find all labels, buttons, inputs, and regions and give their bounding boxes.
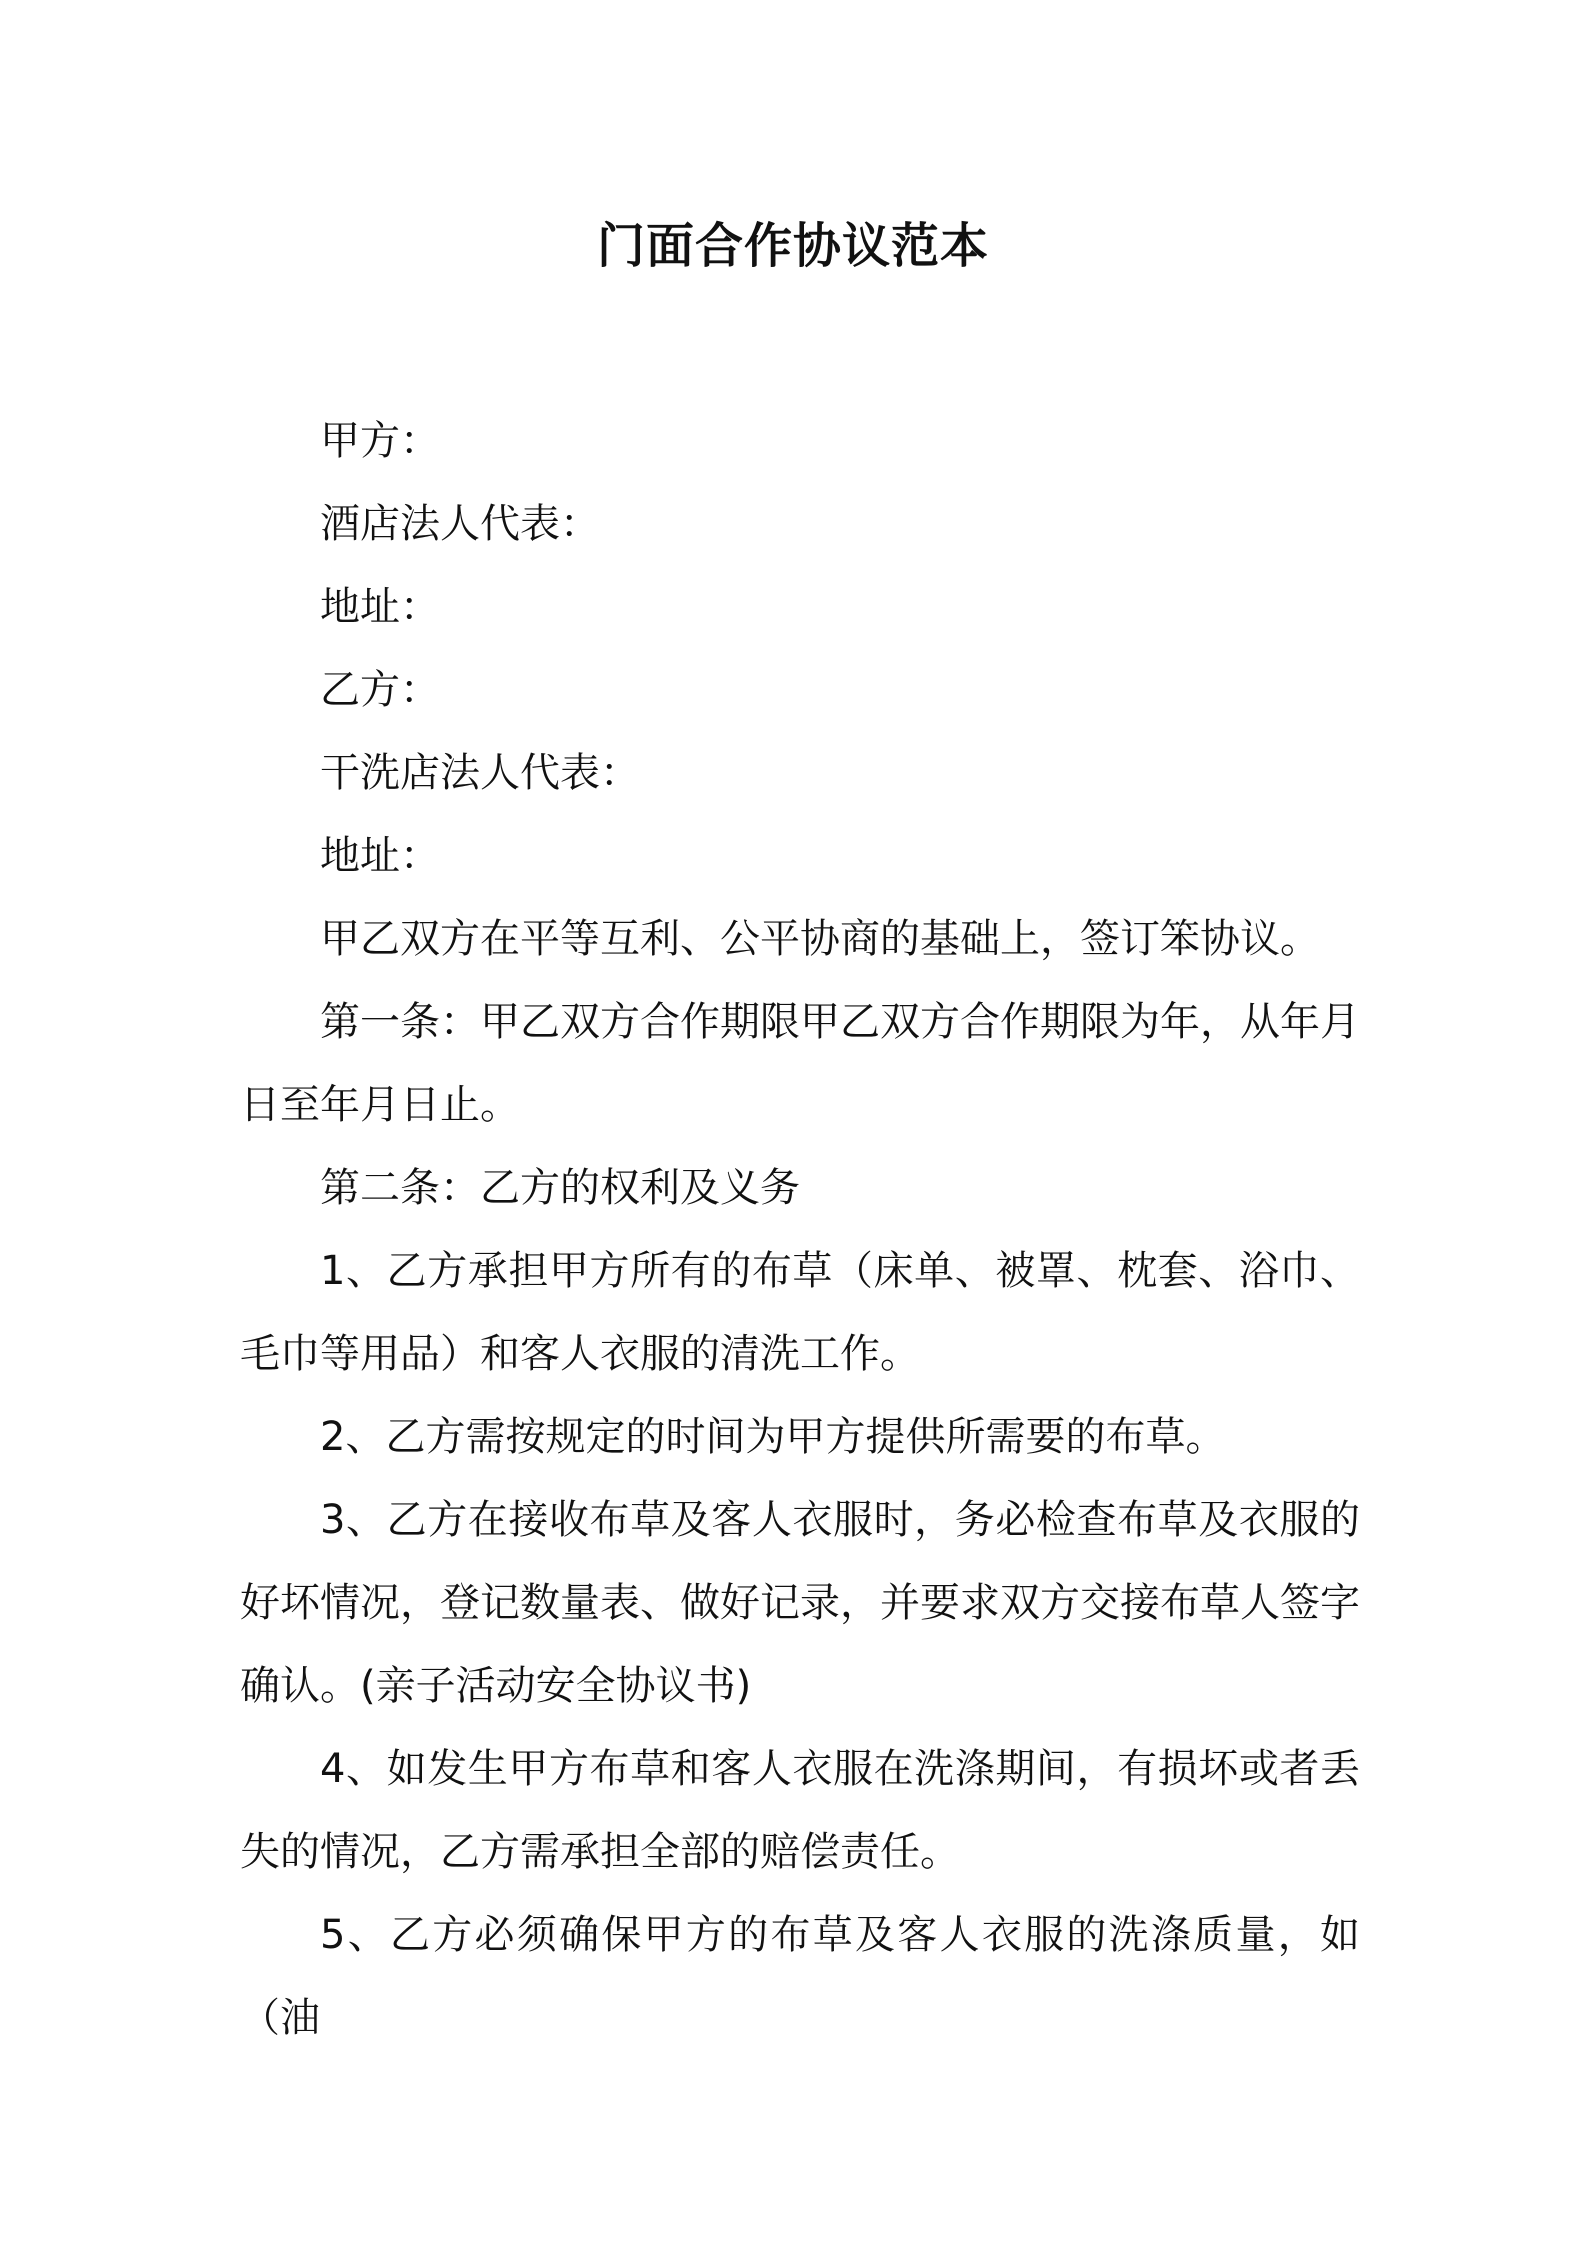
document-title: 门面合作协议范本: [596, 218, 989, 274]
clause-4-paragraph: 4、如发生甲方布草和客人衣服在洗涤期间，有损坏或者丢失的情况，乙方需承担全部的赔偿责任。: [240, 1746, 1360, 1875]
party-a-address-line: 地址：: [320, 584, 440, 630]
hotel-representative-line: 酒店法人代表：: [320, 501, 600, 547]
clause-2-paragraph: 2、乙方需按规定的时间为甲方提供所需要的布草。: [320, 1414, 1226, 1460]
party-b-address-line: 地址：: [320, 833, 440, 879]
article-one-paragraph: 第一条：甲乙双方合作期限甲乙双方合作期限为年，从年月日至年月日止。: [240, 999, 1360, 1128]
clause-5-paragraph: 5、乙方必须确保甲方的布草及客人衣服的洗涤质量，如（油: [240, 1912, 1360, 2041]
party-b-line: 乙方：: [320, 667, 440, 713]
party-a-line: 甲方：: [320, 418, 440, 464]
clause-3-paragraph: 3、乙方在接收布草及客人衣服时，务必检查布草及衣服的好坏情况，登记数量表、做好记录，并要求双方交接布草人签字确认。(亲子活动安全协议书): [240, 1497, 1360, 1709]
document-body: [240, 400, 1360, 2060]
preamble-paragraph: 甲乙双方在平等互利、公平协商的基础上，签订笨协议。: [320, 916, 1320, 962]
article-two-heading: 第二条：乙方的权利及义务: [320, 1165, 800, 1211]
drycleaner-representative-line: 干洗店法人代表：: [320, 750, 640, 796]
clause-1-paragraph: 1、乙方承担甲方所有的布草（床单、被罩、枕套、浴巾、毛巾等用品）和客人衣服的清洗工作。: [240, 1248, 1360, 1377]
